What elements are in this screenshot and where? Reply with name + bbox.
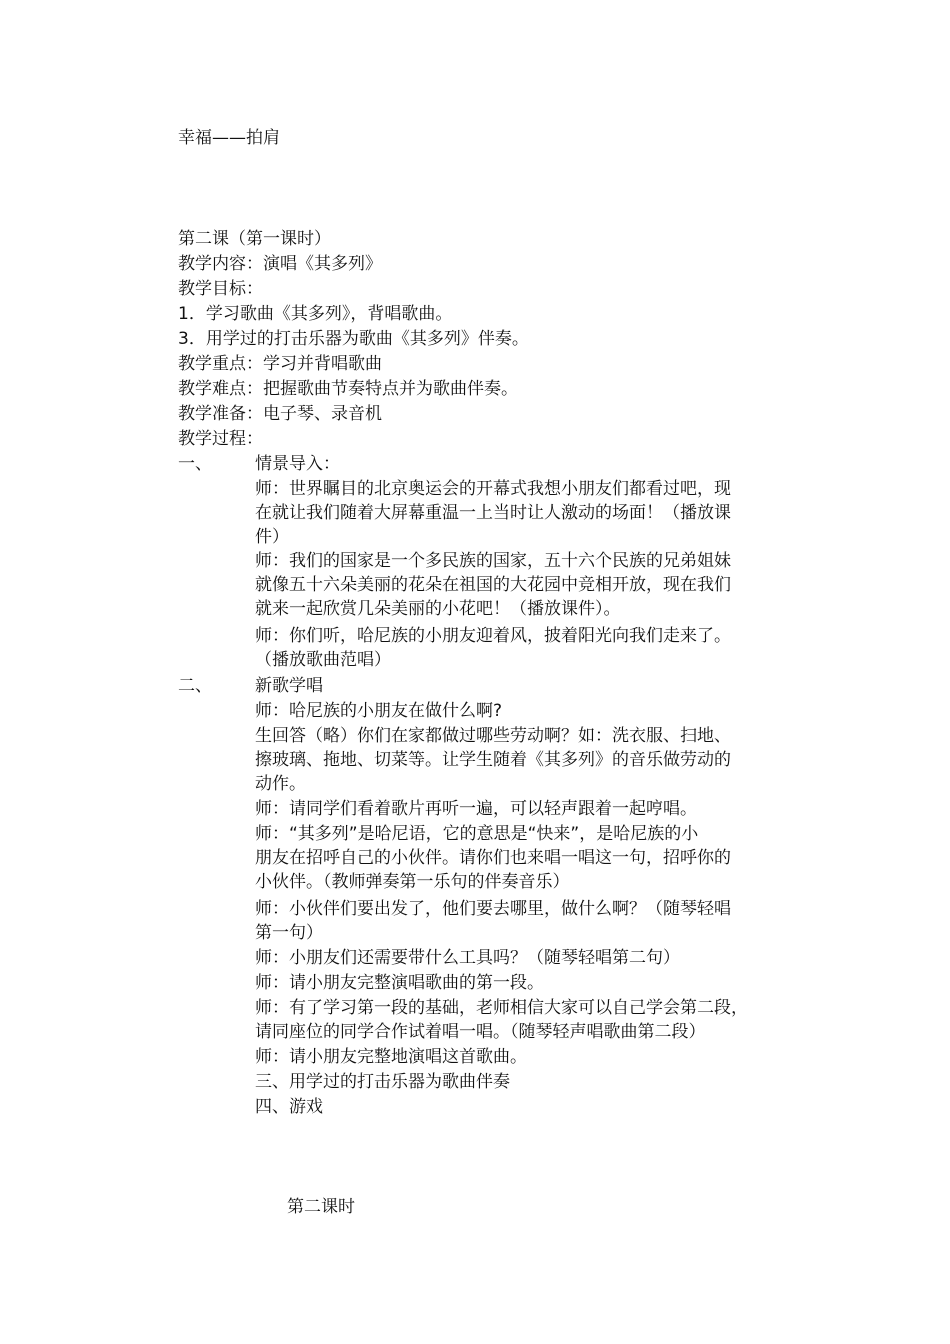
second-period-title: 第二课时 bbox=[287, 1197, 355, 1217]
section2-line: 生回答（略）你们在家都做过哪些劳动啊？如：洗衣服、扫地、 bbox=[255, 726, 731, 746]
section1-line: 就像五十六朵美丽的花朵在祖国的大花园中竞相开放，现在我们 bbox=[255, 575, 731, 595]
section2-line: 师：请小朋友完整演唱歌曲的第一段。 bbox=[255, 973, 544, 993]
key-point: 教学重点：学习并背唱歌曲 bbox=[178, 354, 382, 374]
section2-line: 师：请小朋友完整地演唱这首歌曲。 bbox=[255, 1047, 527, 1067]
section1-line: 师：我们的国家是一个多民族的国家，五十六个民族的兄弟姐妹 bbox=[255, 551, 731, 571]
section1-line: 件） bbox=[255, 527, 289, 547]
section1-line: 师：世界瞩目的北京奥运会的开幕式我想小朋友们都看过吧，现 bbox=[255, 479, 731, 499]
section3-heading: 三、用学过的打击乐器为歌曲伴奏 bbox=[255, 1072, 510, 1092]
goal-3: 3．用学过的打击乐器为歌曲《其多列》伴奏。 bbox=[178, 329, 529, 349]
section2-line: 小伙伴。（教师弹奏第一乐句的伴奏音乐） bbox=[255, 872, 570, 892]
content-label: 教学内容：演唱《其多列》 bbox=[178, 254, 382, 274]
section2-line: 动作。 bbox=[255, 774, 306, 794]
section1-title: 情景导入： bbox=[255, 454, 340, 474]
section2-line: 师：“其多列”是哈尼语，它的意思是“快来”，是哈尼族的小 bbox=[255, 824, 699, 844]
section2-line: 第一句） bbox=[255, 923, 323, 943]
section1-line: 师：你们听，哈尼族的小朋友迎着风，披着阳光向我们走来了。 bbox=[255, 626, 731, 646]
difficulty: 教学难点：把握歌曲节奏特点并为歌曲伴奏。 bbox=[178, 379, 518, 399]
section2-line: 朋友在招呼自己的小伙伴。请你们也来唱一唱这一句，招呼你的 bbox=[255, 848, 731, 868]
section1-line: 就来一起欣赏几朵美丽的小花吧！（播放课件）。 bbox=[255, 599, 621, 619]
section1-line: 在就让我们随着大屏幕重温一上当时让人激动的场面！（播放课 bbox=[255, 503, 731, 523]
lesson-title: 第二课（第一课时） bbox=[178, 229, 331, 249]
goals-label: 教学目标： bbox=[178, 279, 263, 299]
section2-line: 师：请同学们看着歌片再听一遍，可以轻声跟着一起哼唱。 bbox=[255, 799, 697, 819]
section4-heading: 四、游戏 bbox=[255, 1097, 323, 1117]
section1-number: 一、 bbox=[178, 454, 212, 474]
preparation: 教学准备：电子琴、录音机 bbox=[178, 404, 382, 424]
section2-number: 二、 bbox=[178, 676, 212, 696]
section2-line: 擦玻璃、拖地、切菜等。让学生随着《其多列》的音乐做劳动的 bbox=[255, 750, 731, 770]
section2-line: 师：哈尼族的小朋友在做什么啊? bbox=[255, 701, 503, 721]
section2-line: 师：小伙伴们要出发了，他们要去哪里，做什么啊？（随琴轻唱 bbox=[255, 899, 731, 919]
goal-1: 1．学习歌曲《其多列》，背唱歌曲。 bbox=[178, 304, 453, 324]
section2-line: 请同座位的同学合作试着唱一唱。（随琴轻声唱歌曲第二段） bbox=[255, 1022, 706, 1042]
heading: 幸福——拍肩 bbox=[178, 128, 280, 148]
process-label: 教学过程： bbox=[178, 429, 263, 449]
section2-title: 新歌学唱 bbox=[255, 676, 323, 696]
section1-line: （播放歌曲范唱） bbox=[255, 650, 391, 670]
section2-line: 师：有了学习第一段的基础，老师相信大家可以自己学会第二段， bbox=[255, 998, 748, 1018]
section2-line: 师：小朋友们还需要带什么工具吗？（随琴轻唱第二句） bbox=[255, 948, 680, 968]
